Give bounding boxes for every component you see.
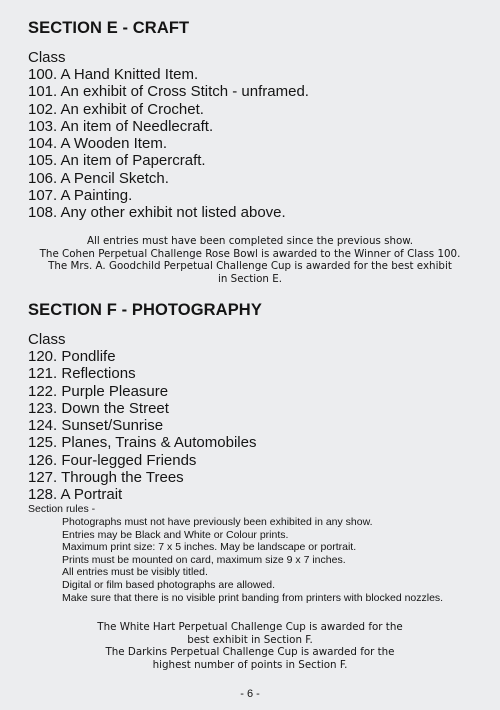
class-item: 121. Reflections <box>28 365 136 383</box>
section-e-class-label: Class <box>28 49 66 66</box>
note-line: in Section E. <box>218 272 282 285</box>
class-item: 126. Four-legged Friends <box>28 451 197 469</box>
note-line: All entries must have been completed since the previous show. <box>86 235 414 247</box>
note-line: best exhibit in Section F. <box>187 633 313 646</box>
rule-item: Digital or film based photographs are allowed. <box>62 578 276 591</box>
class-item: 104. A Wooden Item. <box>28 135 167 153</box>
section-rules-label: Section rules - <box>28 503 96 515</box>
section-f-heading: SECTION F - PHOTOGRAPHY <box>28 301 262 319</box>
rule-item: Prints must be mounted on card, maximum size 9 x 7 inches. <box>62 553 346 566</box>
page-number: - 6 - <box>240 688 260 700</box>
class-item: 107. A Painting. <box>28 187 133 205</box>
rule-item: Maximum print size: 7 x 5 inches. May be landscape or portrait. <box>62 541 357 554</box>
section-rules-list <box>62 516 443 604</box>
class-item: 103. An item of Needlecraft. <box>28 117 214 135</box>
rule-item: All entries must be visibly titled. <box>62 566 208 579</box>
class-item: 127. Through the Trees <box>28 469 184 487</box>
class-item: 102. An exhibit of Crochet. <box>28 100 204 118</box>
note-line: The Cohen Perpetual Challenge Rose Bowl is awarded to the Winner of Class 100. <box>39 247 461 260</box>
class-item: 122. Purple Pleasure <box>28 382 169 400</box>
class-item: 105. An item of Papercraft. <box>28 152 206 170</box>
section-e-notes <box>0 235 500 285</box>
note-line: highest number of points in Section F. <box>152 658 348 671</box>
class-item: 124. Sunset/Sunrise <box>28 417 164 435</box>
class-item: 128. A Portrait <box>28 486 123 504</box>
class-item: 125. Planes, Trains & Automobiles <box>28 434 257 452</box>
class-item: 108. Any other exhibit not listed above. <box>28 204 286 222</box>
note-line: The Mrs. A. Goodchild Perpetual Challenge Cup is awarded for the best exhibit <box>48 260 452 272</box>
class-item: 101. An exhibit of Cross Stitch - unframed. <box>28 83 309 101</box>
section-e-heading: SECTION E - CRAFT <box>28 19 190 37</box>
section-e-class-list <box>28 66 309 222</box>
section-f-class-label: Class <box>28 331 66 348</box>
rule-item: Make sure that there is no visible print banding from printers with blocked nozzles. <box>62 591 444 604</box>
section-f-class-list <box>28 348 256 504</box>
note-line: The Darkins Perpetual Challenge Cup is awarded for the <box>105 646 395 658</box>
rule-item: Photographs must not have previously been exhibited in any show. <box>62 516 373 528</box>
rule-item: Entries may be Black and White or Colour prints. <box>62 528 289 541</box>
class-item: 106. A Pencil Sketch. <box>28 169 169 187</box>
note-line: The White Hart Perpetual Challenge Cup is awarded for the <box>97 621 403 633</box>
class-item: 100. A Hand Knitted Item. <box>28 66 199 83</box>
class-item: 120. Pondlife <box>28 348 116 365</box>
section-f-notes <box>0 621 500 671</box>
class-item: 123. Down the Street <box>28 399 169 417</box>
